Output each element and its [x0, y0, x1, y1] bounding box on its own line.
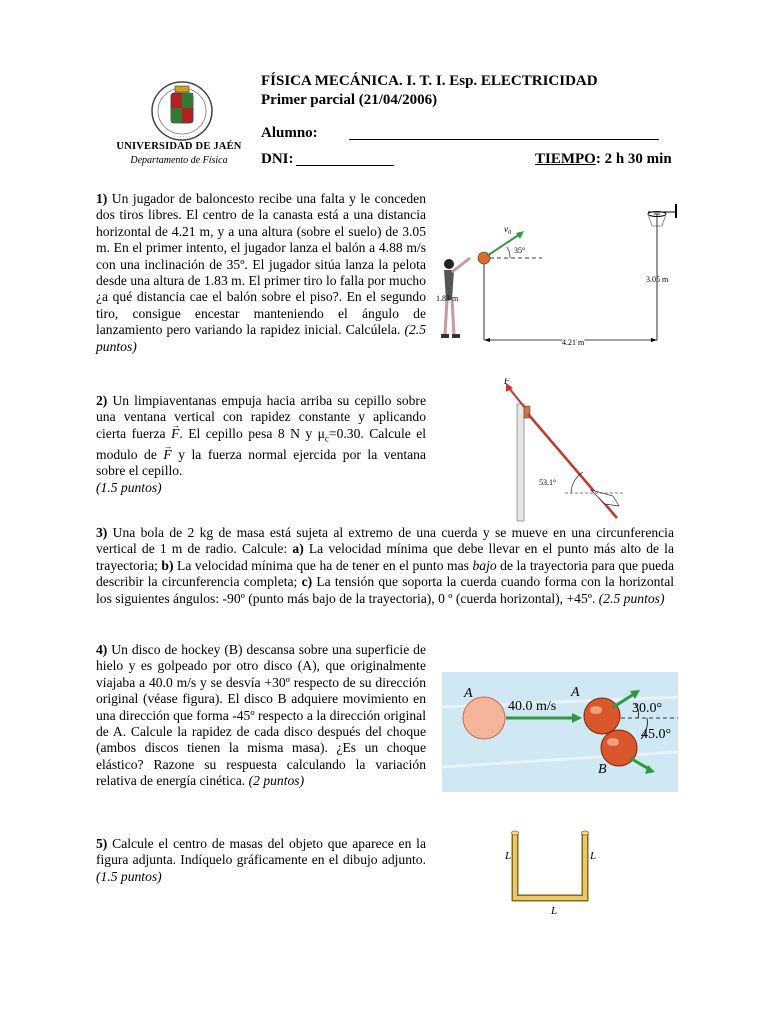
mu-symbol: μ: [317, 425, 325, 441]
part-c-label: c): [301, 574, 313, 590]
angle-a-label: 30.0°: [632, 701, 663, 716]
part-a-label: a): [292, 541, 304, 557]
question-text-b: . El cepillo pesa 8 N y: [179, 425, 313, 441]
tiempo-value: : 2 h 30 min: [595, 151, 672, 167]
question-4: [96, 642, 426, 790]
exam-title: FÍSICA MECÁNICA. I. T. I. Esp. ELECTRICIDAD: [261, 73, 598, 89]
question-3: [96, 525, 674, 607]
question-number: 3): [96, 525, 108, 540]
question-number: 4): [96, 642, 108, 657]
question-number: 2): [96, 393, 108, 408]
v0-label: v: [504, 224, 508, 234]
bottom-length-label: L: [551, 905, 558, 917]
angle-label: 35°: [514, 246, 526, 255]
basketball-figure: [432, 200, 680, 353]
question-text-c: La velocidad mínima que ha de tener en el punto mas: [177, 557, 469, 573]
question-text-e: La tensión que soporta la cuerda cuando forma con la horizontal los siguientes ángulos: -90º (punto más bajo de la trayectoria), 0 º (cuerda horizontal), +45º.: [96, 574, 675, 606]
question-number: 1): [96, 191, 108, 206]
exam-subtitle: Primer parcial (21/04/2006): [261, 92, 438, 108]
question-text-a: Un limpiaventanas empuja hacia arriba su cepillo sobre una ventana vertical con rapidez constante y aplicando cierta fuerza: [96, 393, 426, 441]
question-text-d: de la trayectoria para que pueda describir la circunferencia completa;: [96, 557, 675, 590]
window-figure: [495, 378, 630, 528]
question-points: (2.5 puntos): [96, 322, 426, 354]
question-points: (2 puntos): [248, 773, 305, 789]
dni-label: DNI:: [261, 151, 294, 167]
speed-label: 40.0 m/s: [508, 699, 557, 714]
question-text: Un disco de hockey (B) descansa sobre una superficie de hielo y es golpeado por otro disco (A), que originalmente viajaba a 40.0 m/s y se desvía +30º respecto de su dirección original (véase figura). El disco B adquiere movimiento en una dirección que forma -45º respecto a la dirección original de A. Calcule la rapidez de cada disco después del choque (ambos discos tienen la misma masa). ¿Es un choque elástico? Razone su respuesta calculando la variación relativa de energía cinética.: [96, 642, 426, 789]
question-2: [96, 393, 426, 496]
alumno-label: Alumno:: [261, 125, 318, 141]
v0-sub: 0: [508, 230, 511, 236]
question-text: Un jugador de baloncesto recibe una falta y le conceden dos tiros libres. El centro de la canasta está a una distancia horizontal de 4.21 m, y a una altura (sobre el suelo) de 3.05 m. En el primer intento, el jugador lanza el balón a 4.88 m/s con una inclinación de 35º. El jugador sitúa lanza la pelota desde una altura de 1.83 m. El primer tiro lo falla por mucho ¿a qué distancia cae el balón sobre el piso?. En el segundo tiro, consigue encestar manteniendo el ángulo de lanzamiento pero variando la rapidez inicial. Calcúlela.: [96, 191, 426, 338]
puck-b-label: B: [598, 762, 607, 777]
svg-text:v0: [504, 224, 511, 236]
question-text-c: =0.30. Calcule el modulo de: [96, 425, 427, 462]
question-points: (2.5 puntos): [598, 590, 665, 606]
question-points: (1.5 puntos): [96, 868, 162, 884]
distance-label: 4.21 m: [562, 338, 585, 347]
force-symbol: → F: [163, 447, 171, 462]
right-length-label: L: [590, 850, 597, 862]
hoop-height-label: 3.05 m: [646, 275, 669, 284]
dni-field[interactable]: [296, 165, 394, 166]
tiempo: [535, 151, 672, 168]
part-b-label: b): [161, 557, 174, 573]
question-number: 5): [96, 836, 108, 851]
university-crest: [137, 80, 227, 142]
question-1: [96, 191, 426, 355]
bajo-word: bajo: [472, 557, 497, 573]
question-points: (1.5 puntos): [96, 479, 162, 495]
question-5: [96, 836, 426, 885]
left-length-label: L: [505, 850, 512, 862]
puck-a2-label: A: [571, 685, 580, 700]
force-symbol: → F: [171, 426, 179, 441]
question-text-a: Una bola de 2 kg de masa está sujeta al extremo de una cuerda y se mueve en una circunferencia vertical de 1 m de radio. Calcule:: [96, 525, 674, 557]
mu-sub: c: [324, 433, 329, 444]
university-name: UNIVERSIDAD DE JAÉN: [116, 141, 242, 152]
department-name: Departamento de Física: [130, 155, 228, 166]
force-label: F: [504, 378, 510, 386]
question-text: Calcule el centro de masas del objeto que aparece en la figura adjunta. Indíquelo gráficamente en el dibujo adjunto.: [96, 836, 426, 868]
u-shape-figure: [500, 825, 605, 922]
hockey-figure: [442, 672, 678, 797]
puck-a-label: A: [464, 686, 473, 701]
alumno-field[interactable]: [349, 139, 659, 140]
svg-text:· · · · · ·: · · · · · ·: [173, 135, 191, 140]
launch-height-label: 1.83 m: [436, 294, 459, 303]
question-text-b: La velocidad mínima que debe llevar en el punto más alto de la trayectoria;: [96, 541, 674, 573]
angle-label: 53.1°: [539, 478, 557, 487]
tiempo-label: TIEMPO: [535, 151, 596, 167]
angle-b-label: 45.0°: [641, 727, 672, 742]
question-text-d: y la fuerza normal ejercida por la ventana sobre el cepillo.: [96, 446, 427, 479]
